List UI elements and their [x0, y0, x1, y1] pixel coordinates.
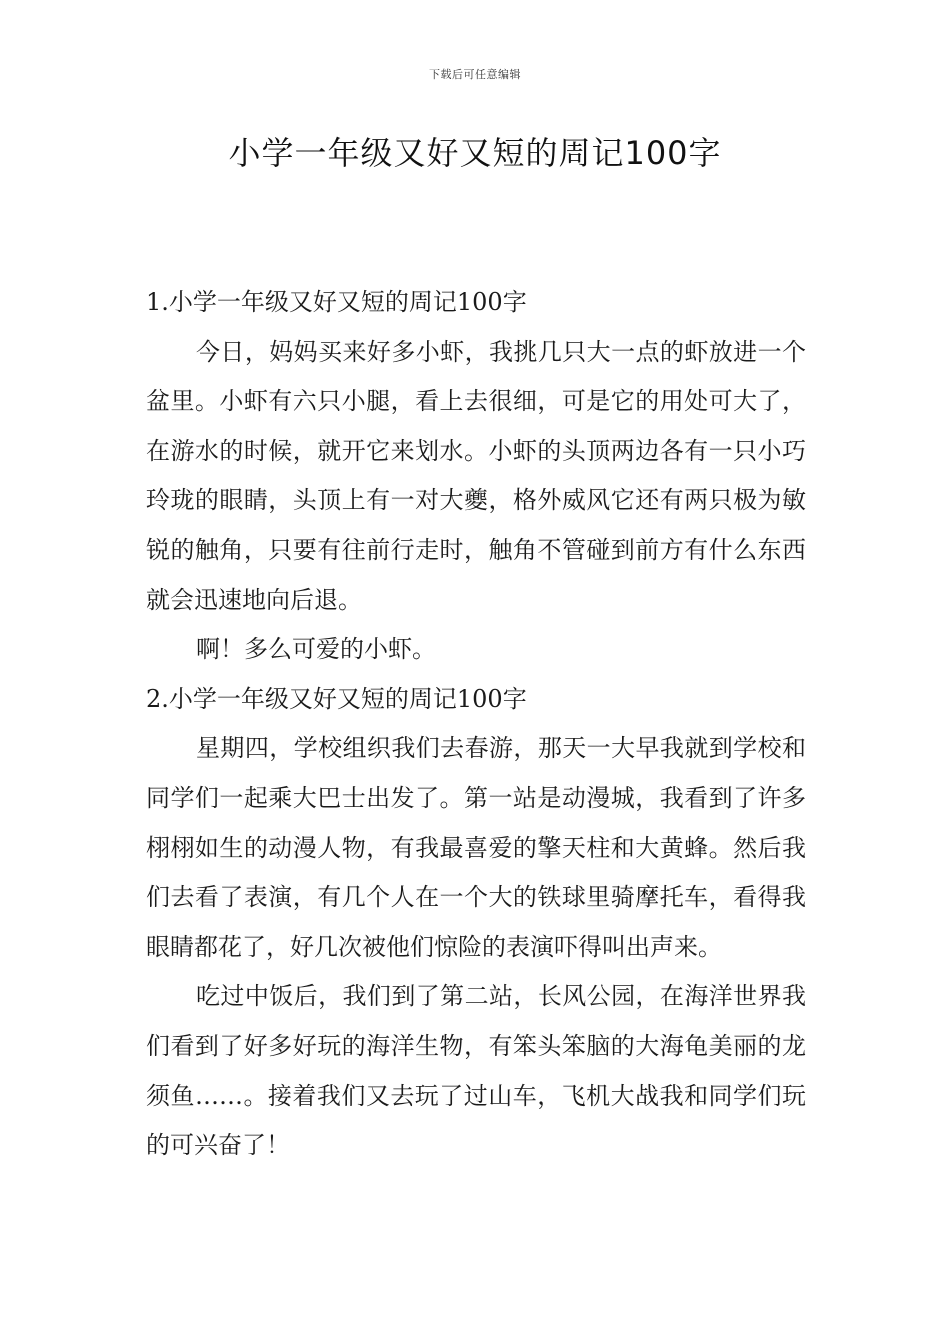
page-title: 小学一年级又好又短的周记100字	[228, 134, 722, 172]
header-note: 下载后可任意编辑	[429, 68, 521, 81]
paragraph: 啊！多么可爱的小虾。	[196, 635, 436, 664]
paragraph: 星期四，学校组织我们去春游，那天一大早我就到学校和同学们一起乘大巴士出发了。第一站是动漫城，我看到了许多栩栩如生的动漫人物，有我最喜爱的擎天柱和大黄蜂。然后我们去看了表演，有几个人在一个大的铁球里骑摩托车，看得我眼睛都花了，好几次被他们惊险的表演吓得叫出声来。	[146, 734, 806, 961]
paragraph: 今日，妈妈买来好多小虾，我挑几只大一点的虾放进一个盆里。小虾有六只小腿，看上去很细，可是它的用处可大了，在游水的时候，就开它来划水。小虾的头顶两边各有一只小巧玲珑的眼睛，头顶上有一对大夔，格外威风它还有两只极为敏锐的触角，只要有往前行走时，触角不管碰到前方有什么东西就会迅速地向后退。	[146, 337, 806, 614]
section-heading-1: 1.小学一年级又好又短的周记100字	[146, 288, 527, 316]
paragraph: 吃过中饭后，我们到了第二站，长风公园，在海洋世界我们看到了好多好玩的海洋生物，有笨头笨脑的大海龟美丽的龙须鱼……。接着我们又去玩了过山车，飞机大战我和同学们玩的可兴奋了！	[146, 982, 806, 1160]
document-body	[146, 278, 806, 1171]
section-heading-2: 2.小学一年级又好又短的周记100字	[146, 684, 527, 713]
